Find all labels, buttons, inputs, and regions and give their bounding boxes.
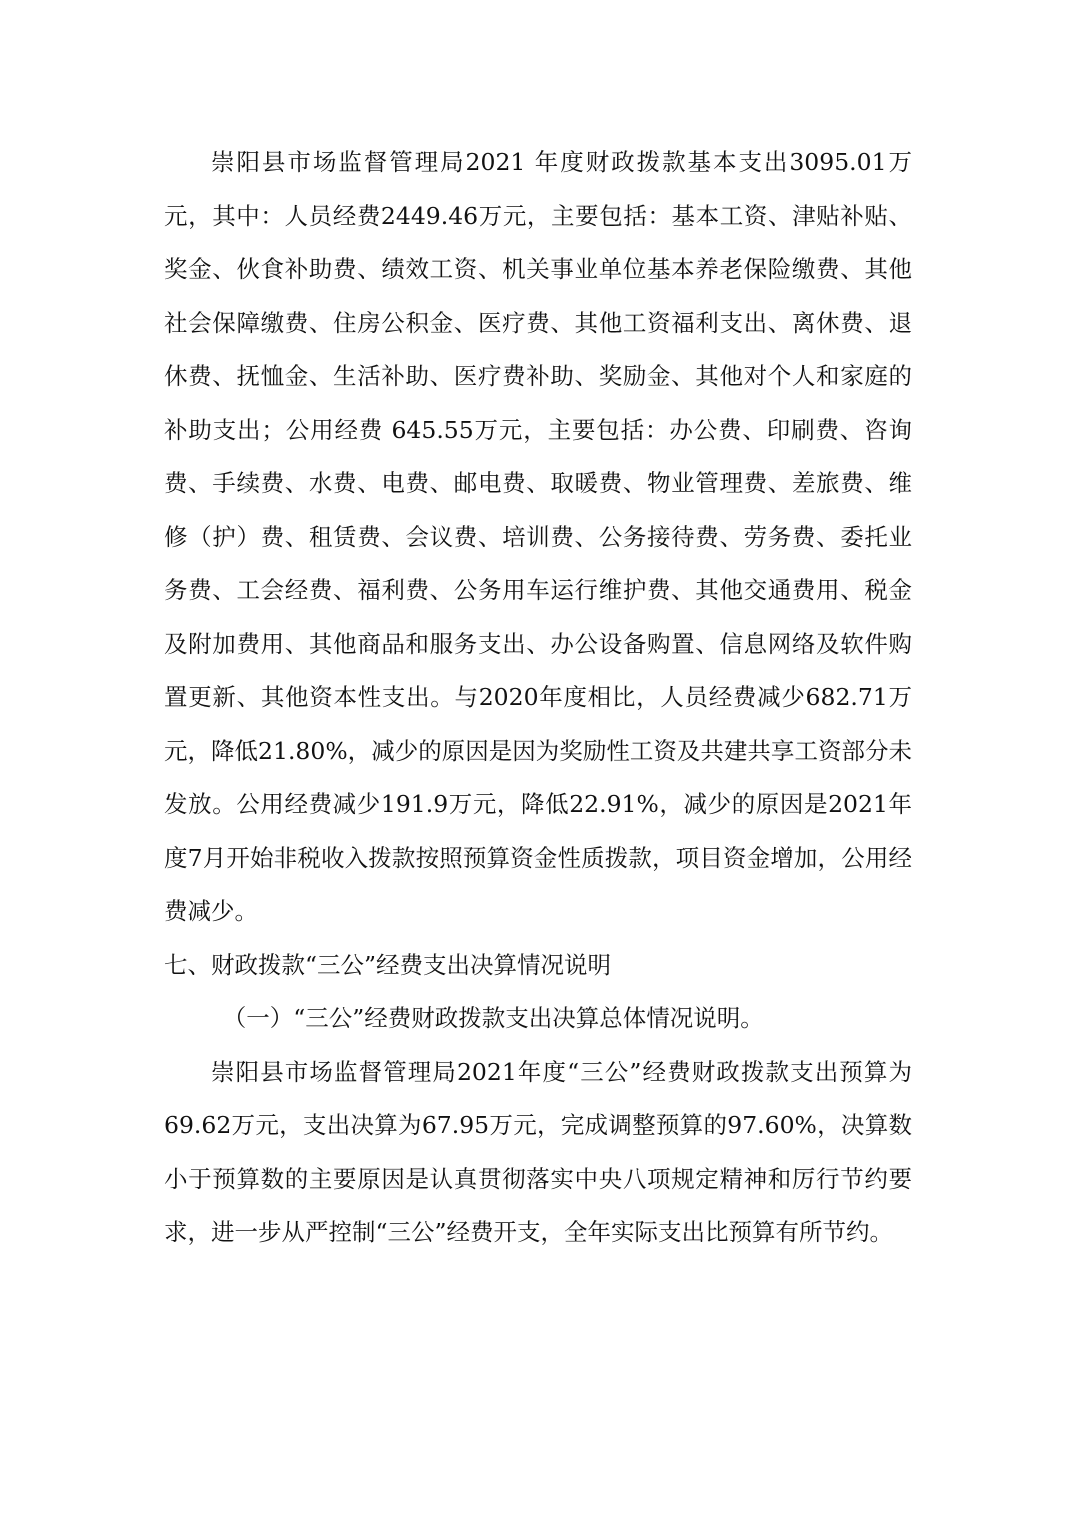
basic-expenditure-paragraph: 崇阳县市场监督管理局2021 年度财政拨款基本支出3095.01万元，其中：人员经费2449.46万元，主要包括：基本工资、津贴补贴、奖金、伙食补助费、绩效工资、机关事业单位基本养老保险缴费、其他社会保障缴费、住房公积金、医疗费、其他工资福利支出、离休费、退休费、抚恤金、生活补助、医疗费补助、奖励金、其他对个人和家庭的补助支出；公用经费 645.55万元，主要包括：办公费、印刷费、咨询费、手续费、水费、电费、邮电费、取暖费、物业管理费、差旅费、维修（护）费、租赁费、会议费、培训费、公务接待费、劳务费、委托业务费、工会经费、福利费、公务用车运行维护费、其他交通费用、税金及附加费用、其他商品和服务支出、办公设备购置、信息网络及软件购置更新、其他资本性支出。与2020年度相比，人员经费减少682.71万元，降低21.80%，减少的原因是因为奖励性工资及共建共享工资部分未发放。公用经费减少191.9万元，降低22.91%，减少的原因是2021年度7月开始非税收入拨款按照预算资金性质拨款，项目资金增加，公用经费减少。 <box>164 148 912 925</box>
section-heading: 七、财政拨款“三公”经费支出决算情况说明 <box>164 950 612 979</box>
subsection-heading: （一）“三公”经费财政拨款支出决算总体情况说明。 <box>222 1004 764 1032</box>
document-body <box>164 136 912 1260</box>
three-public-expenditure-paragraph: 崇阳县市场监督管理局2021年度“三公”经费财政拨款支出预算为69.62万元，支出决算为67.95万元，完成调整预算的97.60%，决算数小于预算数的主要原因是认真贯彻落实中央八项规定精神和厉行节约要求，进一步从严控制“三公”经费开支，全年实际支出比预算有所节约。 <box>164 1057 912 1246</box>
